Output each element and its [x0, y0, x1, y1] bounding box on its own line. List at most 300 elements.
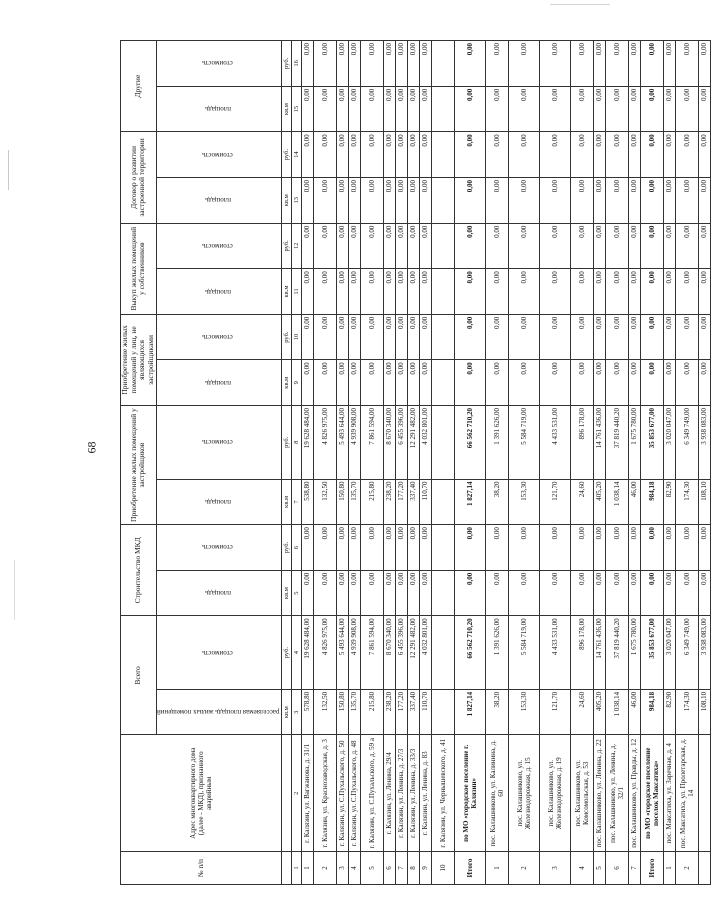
- row-number-cell: 5: [594, 852, 606, 885]
- table-row: [396, 41, 408, 885]
- column-number: 7: [292, 479, 302, 525]
- row-number-cell: 6: [384, 852, 396, 885]
- col-header-address: Адрес многоквартирного дома (далее - МКД), признанного аварийным: [121, 735, 282, 852]
- address-cell: пос. Калашниково, ул. Калинина, д. 60: [486, 735, 509, 852]
- zero-value-cell: 0,00: [349, 132, 361, 178]
- zero-value-cell: 0,00: [540, 223, 571, 269]
- build-cost-cell: 0,00: [486, 525, 509, 571]
- zero-value-cell: 0,00: [396, 360, 408, 406]
- row-number-cell: [699, 852, 711, 885]
- zero-value-cell: 0,00: [396, 269, 408, 315]
- row-number-cell: 7: [396, 852, 408, 885]
- build-area-cell: 0,00: [571, 570, 594, 616]
- table-row: [302, 41, 314, 885]
- scan-artifact: [14, 560, 15, 620]
- build-area-cell: 0,00: [314, 570, 337, 616]
- zero-value-cell: 0,00: [455, 132, 486, 178]
- zero-value-cell: 0,00: [664, 360, 676, 406]
- sub-header: площадь: [156, 86, 282, 132]
- page-number: 68: [84, 441, 99, 454]
- zero-value-cell: 0,00: [420, 314, 432, 360]
- zero-value-cell: 0,00: [361, 177, 384, 223]
- row-number-cell: Итого: [455, 852, 486, 885]
- zero-value-cell: 0,00: [629, 360, 641, 406]
- zero-value-cell: 0,00: [384, 86, 396, 132]
- group-header-build: Строительство МКД: [121, 525, 157, 616]
- total-area-cell: 984,18: [641, 689, 664, 735]
- dev-cost-cell: [432, 406, 455, 480]
- total-cost-cell: 14 761 436,00: [594, 616, 606, 689]
- column-number: 13: [292, 177, 302, 223]
- total-area-cell: 153,30: [509, 689, 540, 735]
- build-cost-cell: 0,00: [509, 525, 540, 571]
- table-row: [420, 41, 432, 885]
- total-cost-cell: 5 493 644,00: [337, 616, 349, 689]
- zero-value-cell: 0,00: [396, 132, 408, 178]
- total-area-cell: 177,20: [396, 689, 408, 735]
- dev-cost-cell: 1 675 780,00: [629, 406, 641, 480]
- units-cell: руб.: [282, 41, 292, 87]
- dev-area-cell: 337,40: [408, 479, 420, 525]
- column-number: 15: [292, 86, 302, 132]
- dev-cost-cell: 66 562 710,20: [455, 406, 486, 480]
- dev-area-cell: 110,70: [420, 479, 432, 525]
- units-cell: [282, 852, 292, 885]
- zero-value-cell: 0,00: [629, 223, 641, 269]
- table-row: [699, 41, 711, 885]
- zero-value-cell: 0,00: [361, 269, 384, 315]
- units-row: [282, 41, 292, 885]
- zero-value-cell: [432, 314, 455, 360]
- build-cost-cell: 0,00: [302, 525, 314, 571]
- zero-value-cell: 0,00: [571, 41, 594, 87]
- address-cell: г. Калязин, ул. Ленина, д. 27/3: [396, 735, 408, 852]
- zero-value-cell: 0,00: [302, 177, 314, 223]
- zero-value-cell: 0,00: [302, 223, 314, 269]
- dev-cost-cell: 37 819 440,20: [606, 406, 629, 480]
- zero-value-cell: 0,00: [455, 86, 486, 132]
- units-cell: руб.: [282, 223, 292, 269]
- column-number: 12: [292, 223, 302, 269]
- zero-value-cell: 0,00: [594, 132, 606, 178]
- address-cell: г. Калязин, ул. С.Пухальского, д. 59 а: [361, 735, 384, 852]
- row-number-cell: 1: [664, 852, 676, 885]
- zero-value-cell: 0,00: [540, 314, 571, 360]
- address-cell: г. Калязин, ул. Вагжанова, д. 31/1: [302, 735, 314, 852]
- zero-value-cell: 0,00: [486, 360, 509, 406]
- build-cost-cell: 0,00: [408, 525, 420, 571]
- units-cell: кв.м: [282, 269, 292, 315]
- table-row: [486, 41, 509, 885]
- total-area-cell: 135,70: [349, 689, 361, 735]
- dev-area-cell: 984,18: [641, 479, 664, 525]
- zero-value-cell: 0,00: [664, 314, 676, 360]
- dev-cost-cell: 5 493 644,00: [337, 406, 349, 480]
- build-cost-cell: 0,00: [337, 525, 349, 571]
- build-cost-cell: 0,00: [606, 525, 629, 571]
- address-cell: пос. Калашниково, ул. Железнодорожная, д. 19: [540, 735, 571, 852]
- build-cost-cell: 0,00: [455, 525, 486, 571]
- zero-value-cell: 0,00: [337, 132, 349, 178]
- zero-value-cell: 0,00: [699, 314, 711, 360]
- zero-value-cell: 0,00: [641, 132, 664, 178]
- zero-value-cell: 0,00: [420, 360, 432, 406]
- build-area-cell: 0,00: [641, 570, 664, 616]
- sub-header: площадь: [156, 570, 282, 616]
- total-cost-cell: 37 819 440,20: [606, 616, 629, 689]
- zero-value-cell: 0,00: [606, 314, 629, 360]
- table-row: [509, 41, 540, 885]
- units-cell: кв.м: [282, 570, 292, 616]
- zero-value-cell: 0,00: [676, 269, 699, 315]
- zero-value-cell: [432, 132, 455, 178]
- dev-cost-cell: 6 349 749,00: [676, 406, 699, 480]
- build-cost-cell: 0,00: [349, 525, 361, 571]
- zero-value-cell: 0,00: [664, 269, 676, 315]
- col-header-no: № п/п: [121, 852, 282, 885]
- address-cell: [699, 735, 711, 852]
- units-cell: руб.: [282, 314, 292, 360]
- zero-value-cell: 0,00: [349, 360, 361, 406]
- group-header-redeem: Выкуп жилых помещений у собственников: [121, 223, 157, 314]
- dev-area-cell: 38,20: [486, 479, 509, 525]
- dev-area-cell: 215,80: [361, 479, 384, 525]
- dev-cost-cell: 3 020 047,00: [664, 406, 676, 480]
- zero-value-cell: 0,00: [396, 86, 408, 132]
- address-cell: пос. Калашниково, ул. Ленина, д. 32/1: [606, 735, 629, 852]
- zero-value-cell: 0,00: [486, 269, 509, 315]
- build-area-cell: 0,00: [629, 570, 641, 616]
- zero-value-cell: 0,00: [606, 41, 629, 87]
- row-number-cell: 2: [314, 852, 337, 885]
- total-cost-cell: 4 826 975,00: [314, 616, 337, 689]
- sub-header: стоимость: [156, 41, 282, 87]
- zero-value-cell: 0,00: [676, 132, 699, 178]
- zero-value-cell: 0,00: [594, 41, 606, 87]
- column-number: 9: [292, 360, 302, 406]
- total-cost-cell: 1 675 780,00: [629, 616, 641, 689]
- zero-value-cell: 0,00: [384, 314, 396, 360]
- dev-area-cell: 46,00: [629, 479, 641, 525]
- zero-value-cell: 0,00: [509, 269, 540, 315]
- zero-value-cell: 0,00: [384, 41, 396, 87]
- table-row: [571, 41, 594, 885]
- address-cell: г. Калязин, ул. С.Пухальского, д. 50: [337, 735, 349, 852]
- zero-value-cell: 0,00: [629, 41, 641, 87]
- zero-value-cell: 0,00: [641, 41, 664, 87]
- units-cell: руб.: [282, 406, 292, 480]
- table-row: [606, 41, 629, 885]
- build-cost-cell: 0,00: [420, 525, 432, 571]
- zero-value-cell: 0,00: [486, 132, 509, 178]
- zero-value-cell: 0,00: [455, 360, 486, 406]
- zero-value-cell: 0,00: [676, 41, 699, 87]
- total-area-cell: 108,10: [699, 689, 711, 735]
- dev-area-cell: 82,90: [664, 479, 676, 525]
- zero-value-cell: [432, 86, 455, 132]
- zero-value-cell: 0,00: [594, 177, 606, 223]
- zero-value-cell: 0,00: [594, 360, 606, 406]
- build-cost-cell: 0,00: [676, 525, 699, 571]
- build-cost-cell: 0,00: [396, 525, 408, 571]
- column-number: 4: [292, 616, 302, 689]
- zero-value-cell: 0,00: [408, 360, 420, 406]
- dev-area-cell: 177,20: [396, 479, 408, 525]
- total-cost-cell: 3 020 047,00: [664, 616, 676, 689]
- total-cost-cell: 4 032 801,00: [420, 616, 432, 689]
- zero-value-cell: 0,00: [641, 177, 664, 223]
- zero-value-cell: 0,00: [540, 86, 571, 132]
- zero-value-cell: 0,00: [361, 223, 384, 269]
- dev-cost-cell: 6 455 396,00: [396, 406, 408, 480]
- zero-value-cell: 0,00: [396, 314, 408, 360]
- zero-value-cell: 0,00: [571, 177, 594, 223]
- zero-value-cell: [432, 269, 455, 315]
- zero-value-cell: 0,00: [571, 269, 594, 315]
- total-cost-cell: 4 939 908,00: [349, 616, 361, 689]
- table-row: [629, 41, 641, 885]
- group-header-other: Другие: [121, 41, 157, 132]
- zero-value-cell: 0,00: [629, 314, 641, 360]
- build-cost-cell: 0,00: [699, 525, 711, 571]
- row-number-cell: 3: [337, 852, 349, 885]
- zero-value-cell: 0,00: [486, 223, 509, 269]
- address-cell: по МО «городское поселение г. Калязин»: [455, 735, 486, 852]
- scan-artifact: [8, 150, 9, 190]
- total-area-cell: 46,00: [629, 689, 641, 735]
- zero-value-cell: 0,00: [594, 314, 606, 360]
- zero-value-cell: 0,00: [629, 132, 641, 178]
- sub-header: стоимость: [156, 406, 282, 480]
- address-cell: пос. Калашниково, ул. Ленина, д. 22: [594, 735, 606, 852]
- zero-value-cell: 0,00: [629, 177, 641, 223]
- zero-value-cell: 0,00: [509, 360, 540, 406]
- zero-value-cell: 0,00: [384, 132, 396, 178]
- dev-cost-cell: 19 628 484,00: [302, 406, 314, 480]
- zero-value-cell: 0,00: [337, 314, 349, 360]
- zero-value-cell: 0,00: [486, 314, 509, 360]
- address-cell: г. Калязин, ул. Ленина, д. 33/3: [408, 735, 420, 852]
- build-area-cell: 0,00: [361, 570, 384, 616]
- row-number-cell: 10: [432, 852, 455, 885]
- total-cost-cell: 66 562 710,20: [455, 616, 486, 689]
- zero-value-cell: 0,00: [361, 132, 384, 178]
- row-number-cell: 2: [509, 852, 540, 885]
- table-row: [314, 41, 337, 885]
- dev-cost-cell: 4 433 531,00: [540, 406, 571, 480]
- zero-value-cell: 0,00: [302, 86, 314, 132]
- dev-area-cell: 174,30: [676, 479, 699, 525]
- zero-value-cell: 0,00: [641, 314, 664, 360]
- dev-area-cell: 135,70: [349, 479, 361, 525]
- zero-value-cell: 0,00: [486, 177, 509, 223]
- zero-value-cell: 0,00: [302, 360, 314, 406]
- zero-value-cell: 0,00: [349, 177, 361, 223]
- column-numbers-row: [292, 41, 302, 885]
- address-cell: по МО «городское поселение поселок Максатиха»: [641, 735, 664, 852]
- total-area-cell: 121,70: [540, 689, 571, 735]
- zero-value-cell: 0,00: [641, 269, 664, 315]
- zero-value-cell: 0,00: [699, 86, 711, 132]
- zero-value-cell: 0,00: [408, 41, 420, 87]
- dev-cost-cell: 4 939 908,00: [349, 406, 361, 480]
- zero-value-cell: 0,00: [420, 41, 432, 87]
- zero-value-cell: 0,00: [486, 86, 509, 132]
- scan-artifact: [550, 4, 610, 5]
- build-cost-cell: 0,00: [664, 525, 676, 571]
- zero-value-cell: 0,00: [314, 314, 337, 360]
- build-area-cell: 0,00: [408, 570, 420, 616]
- rotated-table-sheet: [120, 40, 709, 885]
- dev-area-cell: 1 827,14: [455, 479, 486, 525]
- zero-value-cell: 0,00: [396, 41, 408, 87]
- dev-cost-cell: 12 291 482,00: [408, 406, 420, 480]
- total-cost-cell: 19 628 484,00: [302, 616, 314, 689]
- column-number: 3: [292, 689, 302, 735]
- row-number-cell: 8: [408, 852, 420, 885]
- zero-value-cell: 0,00: [420, 132, 432, 178]
- zero-value-cell: 0,00: [606, 269, 629, 315]
- total-area-cell: 110,70: [420, 689, 432, 735]
- build-cost-cell: 0,00: [629, 525, 641, 571]
- zero-value-cell: 0,00: [606, 223, 629, 269]
- zero-value-cell: 0,00: [699, 177, 711, 223]
- total-cost-cell: 896 178,00: [571, 616, 594, 689]
- total-area-cell: 578,80: [302, 689, 314, 735]
- zero-value-cell: 0,00: [302, 41, 314, 87]
- row-number-cell: 6: [606, 852, 629, 885]
- zero-value-cell: 0,00: [540, 177, 571, 223]
- zero-value-cell: 0,00: [361, 41, 384, 87]
- sub-header: площадь: [156, 177, 282, 223]
- build-area-cell: 0,00: [302, 570, 314, 616]
- build-cost-cell: 0,00: [594, 525, 606, 571]
- build-area-cell: 0,00: [699, 570, 711, 616]
- build-area-cell: 0,00: [349, 570, 361, 616]
- zero-value-cell: 0,00: [676, 177, 699, 223]
- sub-header: стоимость: [156, 616, 282, 689]
- zero-value-cell: 0,00: [664, 223, 676, 269]
- address-cell: пос. Калашниково, ул. Комсомольская, д. 53: [571, 735, 594, 852]
- zero-value-cell: 0,00: [571, 86, 594, 132]
- zero-value-cell: 0,00: [361, 86, 384, 132]
- zero-value-cell: 0,00: [641, 360, 664, 406]
- units-cell: руб.: [282, 525, 292, 571]
- build-cost-cell: 0,00: [540, 525, 571, 571]
- total-area-cell: 215,80: [361, 689, 384, 735]
- table-row: [408, 41, 420, 885]
- dev-area-cell: [432, 479, 455, 525]
- zero-value-cell: 0,00: [337, 223, 349, 269]
- group-header-total: Всего: [121, 616, 157, 735]
- address-cell: г. Калязин, ул. Чернышевского, д. 41: [432, 735, 455, 852]
- dev-cost-cell: 1 391 626,00: [486, 406, 509, 480]
- total-cost-cell: 8 670 340,00: [384, 616, 396, 689]
- zero-value-cell: 0,00: [349, 223, 361, 269]
- total-cost-cell: 4 433 531,00: [540, 616, 571, 689]
- total-area-cell: 150,80: [337, 689, 349, 735]
- dev-cost-cell: 8 670 340,00: [384, 406, 396, 480]
- zero-value-cell: 0,00: [314, 132, 337, 178]
- zero-value-cell: 0,00: [408, 132, 420, 178]
- table-row: [432, 41, 455, 885]
- column-number: 11: [292, 269, 302, 315]
- zero-value-cell: 0,00: [337, 269, 349, 315]
- sub-header: площадь: [156, 360, 282, 406]
- total-area-cell: 174,30: [676, 689, 699, 735]
- zero-value-cell: 0,00: [571, 132, 594, 178]
- zero-value-cell: 0,00: [408, 269, 420, 315]
- dev-area-cell: 132,50: [314, 479, 337, 525]
- zero-value-cell: 0,00: [302, 314, 314, 360]
- sub-header: стоимость: [156, 223, 282, 269]
- address-cell: пос. Максатиха, ул. Пролетарская, д. 14: [676, 735, 699, 852]
- build-area-cell: 0,00: [540, 570, 571, 616]
- dev-cost-cell: 3 938 083,00: [699, 406, 711, 480]
- zero-value-cell: 0,00: [384, 269, 396, 315]
- zero-value-cell: 0,00: [408, 177, 420, 223]
- zero-value-cell: 0,00: [486, 41, 509, 87]
- build-cost-cell: [432, 525, 455, 571]
- zero-value-cell: [432, 41, 455, 87]
- sub-header: стоимость: [156, 525, 282, 571]
- row-number-cell: 1: [302, 852, 314, 885]
- zero-value-cell: 0,00: [571, 223, 594, 269]
- build-area-cell: [432, 570, 455, 616]
- column-number: 10: [292, 314, 302, 360]
- zero-value-cell: 0,00: [314, 177, 337, 223]
- column-number: 14: [292, 132, 302, 178]
- total-area-cell: 405,20: [594, 689, 606, 735]
- table-row: [337, 41, 349, 885]
- zero-value-cell: 0,00: [455, 177, 486, 223]
- zero-value-cell: 0,00: [314, 269, 337, 315]
- units-cell: [282, 735, 292, 852]
- zero-value-cell: 0,00: [664, 177, 676, 223]
- zero-value-cell: 0,00: [396, 177, 408, 223]
- build-area-cell: 0,00: [606, 570, 629, 616]
- column-number: 6: [292, 525, 302, 571]
- zero-value-cell: 0,00: [420, 177, 432, 223]
- zero-value-cell: 0,00: [408, 86, 420, 132]
- build-area-cell: 0,00: [384, 570, 396, 616]
- table-row: [384, 41, 396, 885]
- build-area-cell: 0,00: [420, 570, 432, 616]
- zero-value-cell: [432, 223, 455, 269]
- dev-area-cell: 121,70: [540, 479, 571, 525]
- zero-value-cell: 0,00: [676, 86, 699, 132]
- dev-area-cell: 1 038,14: [606, 479, 629, 525]
- table-row: [594, 41, 606, 885]
- build-area-cell: 0,00: [455, 570, 486, 616]
- zero-value-cell: 0,00: [641, 223, 664, 269]
- units-cell: кв.м: [282, 86, 292, 132]
- table-row: [540, 41, 571, 885]
- zero-value-cell: 0,00: [676, 223, 699, 269]
- dev-area-cell: 238,20: [384, 479, 396, 525]
- zero-value-cell: 0,00: [540, 41, 571, 87]
- zero-value-cell: 0,00: [408, 314, 420, 360]
- zero-value-cell: 0,00: [699, 132, 711, 178]
- total-cost-cell: 3 938 083,00: [699, 616, 711, 689]
- zero-value-cell: 0,00: [540, 360, 571, 406]
- total-area-cell: 132,50: [314, 689, 337, 735]
- zero-value-cell: 0,00: [384, 223, 396, 269]
- zero-value-cell: 0,00: [676, 360, 699, 406]
- zero-value-cell: 0,00: [606, 360, 629, 406]
- total-cost-cell: 1 391 626,00: [486, 616, 509, 689]
- zero-value-cell: 0,00: [337, 86, 349, 132]
